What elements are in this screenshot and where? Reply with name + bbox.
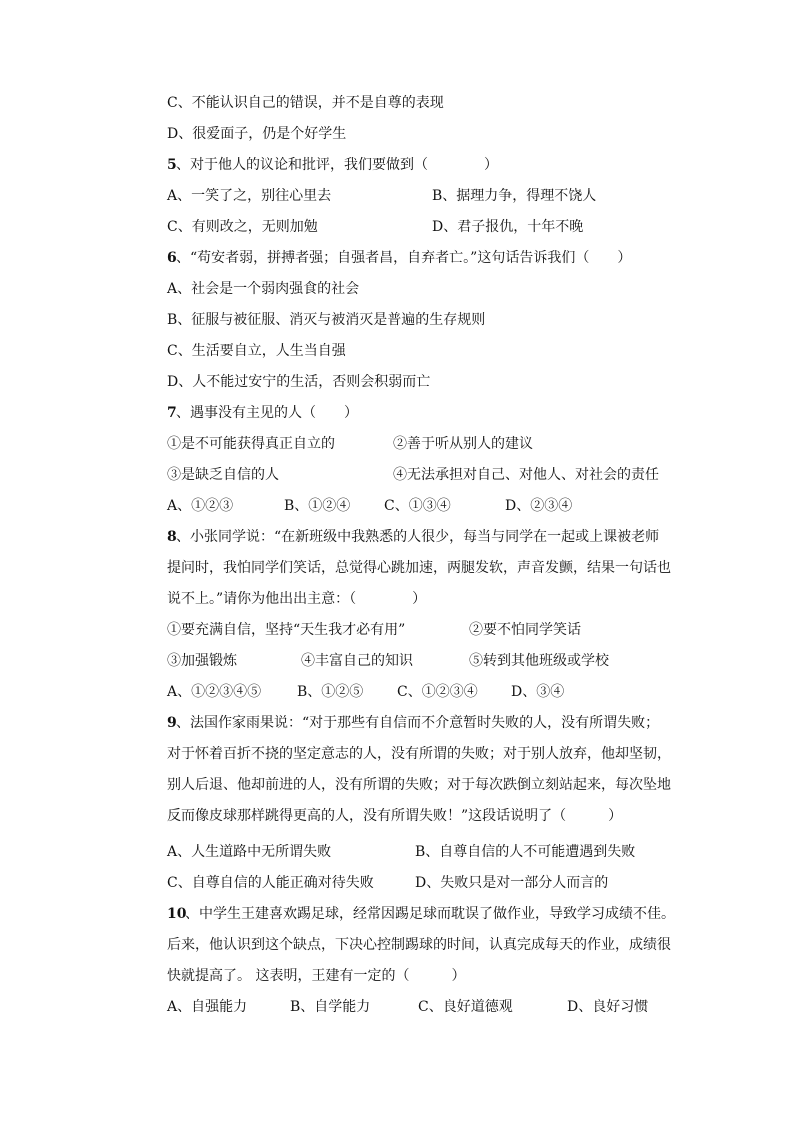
option-b: B、①②④ [284, 498, 351, 514]
question-text: 、对于他人的议论和批评，我们要做到（ ） [176, 157, 498, 173]
question-text: 、小张同学说：“在新班级中我熟悉的人很少，每当与同学在一起或上课被老师 [176, 529, 660, 545]
option-c: C、自尊自信的人能正确对待失败 [167, 875, 374, 891]
statement-2: ②要不怕同学笑话 [469, 622, 581, 638]
option-b: B、据理力争，得理不饶人 [432, 188, 597, 204]
option-a: A、①②③④⑤ [167, 684, 262, 700]
option-c: C、良好道德观 [418, 999, 513, 1015]
option-b: B、①②⑤ [297, 684, 364, 700]
option-d: D、失败只是对一部分人而言的 [415, 875, 609, 891]
option-d: D、君子报仇，十年不晚 [432, 219, 584, 235]
question-number: 10 [167, 906, 187, 922]
option-a: A、①②③ [167, 498, 234, 514]
question-number: 8 [167, 529, 177, 545]
statement-4: ④无法承担对自己、对他人、对社会的责任 [393, 467, 659, 483]
statement-1: ①是不可能获得真正自立的 [167, 436, 335, 452]
option-a: A、社会是一个弱肉强食的社会 [167, 281, 360, 297]
statement-3: ③加强锻炼 [167, 653, 237, 669]
statement-2: ②善于听从别人的建议 [393, 436, 533, 452]
question-number: 5 [167, 157, 177, 173]
option-d: D、很爱面子，仍是个好学生 [167, 126, 347, 142]
option-c: C、生活要自立，人生当自强 [167, 343, 346, 359]
question-text: 对于怀着百折不挠的坚定意志的人，没有所谓的失败；对于别人放弃，他却坚韧， [167, 746, 671, 762]
question-number: 6 [167, 250, 177, 266]
option-c: C、有则改之，无则加勉 [167, 219, 318, 235]
question-text: 、中学生王建喜欢踢足球，经常因踢足球而耽误了做作业，导致学习成绩不佳。 [185, 906, 675, 922]
option-a: A、自强能力 [167, 999, 248, 1015]
option-d: D、③④ [511, 684, 565, 700]
question-text: 反而像皮球那样跳得更高的人，没有所谓失败！”这段话说明了（ ） [167, 808, 623, 824]
option-b: B、自尊自信的人不可能遭遇到失败 [415, 844, 636, 860]
option-c: C、①②③④ [397, 684, 478, 700]
statement-4: ④丰富自己的知识 [301, 653, 413, 669]
question-text: 、遇事没有主见的人（ ） [176, 405, 358, 421]
statement-1: ①要充满自信，坚持“天生我才必有用” [167, 622, 406, 638]
option-d: D、人不能过安宁的生活，否则会积弱而亡 [167, 374, 431, 390]
option-c: C、①③④ [384, 498, 451, 514]
question-number: 7 [167, 405, 177, 421]
question-text: 后来，他认识到这个缺点，下决心控制踢球的时间，认真完成每天的作业，成绩很 [167, 937, 671, 953]
question-text: 、法国作家雨果说：“对于那些有自信而不介意暂时失败的人，没有所谓失败； [176, 715, 660, 731]
question-text: 、“苟安者弱，拼搏者强；自强者昌，自弃者亡。”这句话告诉我们（ ） [176, 250, 632, 266]
option-b: B、自学能力 [290, 999, 371, 1015]
question-text: 快就提高了。 这表明，王建有一定的（ ） [167, 968, 466, 984]
option-c: C、不能认识自己的错误，并不是自尊的表现 [167, 95, 444, 111]
question-text: 别人后退、他却前进的人，没有所谓的失败；对于每次跌倒立刻站起来，每次坠地 [167, 777, 671, 793]
option-a: A、人生道路中无所谓失败 [167, 844, 332, 860]
question-text: 说不上。”请你为他出出主意：（ ） [167, 591, 427, 607]
statement-3: ③是缺乏自信的人 [167, 467, 279, 483]
option-d: D、良好习惯 [567, 999, 649, 1015]
statement-5: ⑤转到其他班级或学校 [469, 653, 609, 669]
option-d: D、②③④ [505, 498, 573, 514]
option-a: A、一笑了之，别往心里去 [167, 188, 332, 204]
option-b: B、征服与被征服、消灭与被消灭是普遍的生存规则 [167, 312, 486, 328]
question-text: 提问时，我怕同学们笑话，总觉得心跳加速，两腿发软，声音发颤，结果一句话也 [167, 560, 671, 576]
question-number: 9 [167, 715, 177, 731]
